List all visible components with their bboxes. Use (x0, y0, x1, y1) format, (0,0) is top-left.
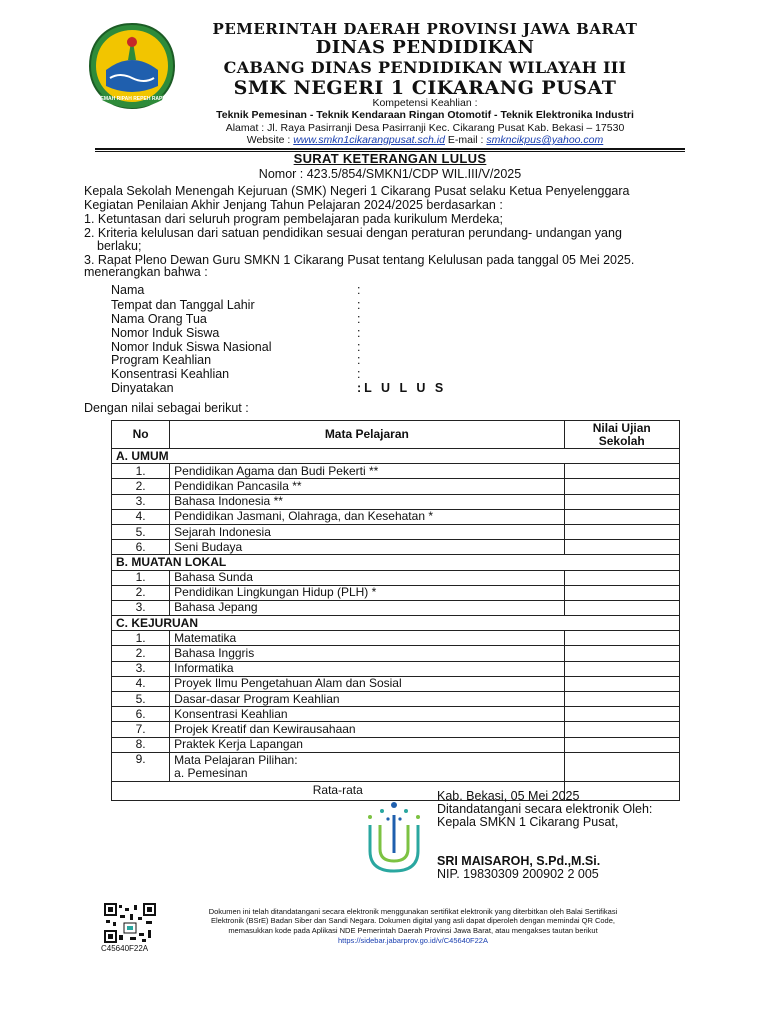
field-colon: : (357, 353, 361, 367)
row-no: 6. (112, 540, 170, 555)
row-no: 6. (112, 707, 170, 722)
table-row (112, 631, 680, 646)
row-subject: Praktek Kerja Lapangan (170, 737, 564, 752)
average-label: Rata-rata (112, 781, 565, 800)
table-row (112, 524, 680, 539)
row-no: 3. (112, 600, 170, 615)
table-row (112, 646, 680, 661)
table-row (112, 752, 680, 781)
table-row (112, 661, 680, 676)
logo-motto: GEMAH RIPAH REPEH RAPIH (96, 96, 168, 102)
field-colon: : (357, 340, 361, 354)
row-subject: Matematika (170, 631, 564, 646)
row-value (564, 631, 679, 646)
field-colon: : (357, 326, 361, 340)
row-value (564, 692, 679, 707)
row-value (564, 540, 679, 555)
row-no: 8. (112, 737, 170, 752)
row-no: 4. (112, 509, 170, 524)
row-value (564, 479, 679, 494)
table-row (112, 692, 680, 707)
field-label: Program Keahlian (111, 353, 212, 367)
basis-1: 1. Ketuntasan dari seluruh program pembelajaran pada kurikulum Merdeka; (84, 212, 503, 226)
header-branch: CABANG DINAS PENDIDIKAN WILAYAH III (223, 58, 627, 77)
row-value (564, 737, 679, 752)
table-row (112, 585, 680, 600)
table-row (112, 600, 680, 615)
field-colon: : (357, 312, 361, 326)
row-subject: Proyek Ilmu Pengetahuan Alam dan Sosial (170, 676, 564, 691)
row-no: 1. (112, 464, 170, 479)
section-title: C. KEJURUAN (112, 616, 680, 631)
header-divider (95, 148, 685, 150)
row-no: 4. (112, 676, 170, 691)
table-row (112, 540, 680, 555)
row-subject (170, 752, 564, 781)
average-value (564, 781, 679, 800)
row-subject-sub: a. Pemesinan (174, 765, 248, 780)
row-value (564, 676, 679, 691)
header-agency: DINAS PENDIDIKAN (315, 37, 535, 58)
intro-line-2: Kegiatan Penilaian Akhir Jenjang Tahun Pelajaran 2024/2025 berdasarkan : (84, 198, 503, 212)
field-colon: : (357, 283, 361, 297)
row-subject: Konsentrasi Keahlian (170, 707, 564, 722)
row-value (564, 585, 679, 600)
row-no: 1. (112, 570, 170, 585)
row-no: 9. (112, 752, 170, 781)
row-subject: Seni Budaya (170, 540, 564, 555)
competency-list: Teknik Pemesinan - Teknik Kendaraan Ringan Otomotif - Teknik Elektronika Industri (216, 109, 634, 121)
field-label: Dinyatakan (111, 381, 174, 395)
field-label: Nomor Induk Siswa (111, 326, 220, 340)
row-subject-main: Mata Pelajaran Pilihan: (174, 752, 298, 767)
field-label: Nama (111, 283, 145, 297)
row-subject: Pendidikan Pancasila ** (170, 479, 564, 494)
table-row (112, 737, 680, 752)
table-row (112, 509, 680, 524)
row-subject: Bahasa Indonesia ** (170, 494, 564, 509)
row-value (564, 570, 679, 585)
grades-intro: Dengan nilai sebagai berikut : (84, 401, 249, 415)
email-link[interactable]: smkncikpus@yahoo.com (486, 134, 604, 146)
sign-electronic: Ditandatangani secara elektronik Oleh: (437, 802, 653, 816)
table-row (112, 494, 680, 509)
school-address: Alamat : Jl. Raya Pasirranji Desa Pasirranji Kec. Cikarang Pusat Kab. Bekasi – 17530 (225, 122, 625, 134)
grades-table (111, 420, 680, 801)
header-school: SMK NEGERI 1 CIKARANG PUSAT (233, 77, 617, 99)
header-value-line1: Nilai Ujian (592, 420, 651, 435)
field-label: Konsentrasi Keahlian (111, 367, 230, 381)
header-subject: Mata Pelajaran (170, 421, 564, 449)
header-government: PEMERINTAH DAERAH PROVINSI JAWA BARAT (212, 20, 638, 38)
footer-link[interactable]: https://sidebar.jabarprov.go.id/v/C45640F22A (338, 936, 488, 945)
basis-3: 3. Rapat Pleno Dewan Guru SMKN 1 Cikarang Pusat tentang Kelulusan pada tanggal 05 Mei 2025. (84, 253, 635, 267)
qr-code-label: C45640F22A (101, 944, 149, 953)
row-value (564, 661, 679, 676)
website-link[interactable]: www.smkn1cikarangpusat.sch.id (293, 134, 445, 146)
row-no: 2. (112, 646, 170, 661)
basis-2-cont: berlaku; (97, 239, 142, 253)
website-label: Website : (246, 134, 291, 146)
header-value-line2: Sekolah (598, 433, 645, 448)
field-colon: : (357, 298, 361, 312)
table-row (112, 707, 680, 722)
row-value (564, 600, 679, 615)
row-no: 3. (112, 494, 170, 509)
row-subject: Pendidikan Agama dan Budi Pekerti ** (170, 464, 564, 479)
field-colon: : (357, 381, 365, 395)
contact-line (190, 134, 660, 146)
row-no: 2. (112, 479, 170, 494)
row-value (564, 752, 679, 781)
row-subject: Bahasa Sunda (170, 570, 564, 585)
field-label: Tempat dan Tanggal Lahir (111, 298, 255, 312)
row-value (564, 646, 679, 661)
row-value (564, 707, 679, 722)
signer-nip: NIP. 19830309 200902 2 005 (437, 867, 599, 881)
table-row (112, 676, 680, 691)
row-subject: Pendidikan Jasmani, Olahraga, dan Kesehatan * (170, 509, 564, 524)
row-no: 7. (112, 722, 170, 737)
table-header-row (112, 421, 680, 449)
intro-line-1: Kepala Sekolah Menengah Kejuruan (SMK) Negeri 1 Cikarang Pusat selaku Ketua Penyelenggara (84, 184, 630, 198)
sign-position: Kepala SMKN 1 Cikarang Pusat, (437, 815, 619, 829)
row-no: 3. (112, 661, 170, 676)
section-title: A. UMUM (112, 449, 680, 464)
row-no: 5. (112, 524, 170, 539)
row-value (564, 464, 679, 479)
letter-number: Nomor : 423.5/854/SMKN1/CDP WIL.III/V/2025 (258, 167, 522, 181)
section-row (112, 555, 680, 570)
footer-line-1: Dokumen ini telah ditandatangani secara elektronik menggunakan sertifikat elektronik yang diterbitkan oleh Balai Sertifikasi (208, 907, 618, 916)
sign-place-date: Kab. Bekasi, 05 Mei 2025 (437, 789, 580, 803)
table-row (112, 479, 680, 494)
result-value (357, 381, 446, 395)
row-value (564, 722, 679, 737)
email-label: E-mail : (447, 134, 484, 146)
section-row (112, 616, 680, 631)
footer-line-3: memasukkan kode pada Aplikasi NDE Pemerintah Daerah Provinsi Jawa Barat, atau mengakses tautan berikut (228, 926, 598, 935)
tte-logo (356, 795, 432, 881)
row-value (564, 494, 679, 509)
table-row (112, 722, 680, 737)
row-subject: Sejarah Indonesia (170, 524, 564, 539)
signer-name: SRI MAISAROH, S.Pd.,M.Si. (437, 854, 601, 868)
row-subject: Bahasa Jepang (170, 600, 564, 615)
field-label: Nomor Induk Siswa Nasional (111, 340, 272, 354)
row-no: 1. (112, 631, 170, 646)
menerangkan: menerangkan bahwa : (84, 265, 208, 279)
row-subject: Pendidikan Lingkungan Hidup (PLH) * (170, 585, 564, 600)
lulus-value: L U L U S (364, 381, 447, 395)
basis-2: 2. Kriteria kelulusan dari satuan pendidikan sesuai dengan peraturan perundang- undangan yang (84, 226, 622, 240)
row-subject: Dasar-dasar Program Keahlian (170, 692, 564, 707)
row-subject: Informatika (170, 661, 564, 676)
row-subject: Projek Kreatif dan Kewirausahaan (170, 722, 564, 737)
competency-label: Kompetensi Keahlian : (372, 97, 478, 109)
header-no: No (112, 421, 170, 449)
footer-line-2: Elektronik (BSrE) Badan Siber dan Sandi Negara. Dokumen digital yang asli dapat diperoleh dengan memindai QR Code, (211, 916, 615, 925)
qr-code-icon (104, 903, 156, 943)
table-row (112, 570, 680, 585)
row-value (564, 509, 679, 524)
field-colon: : (357, 367, 361, 381)
row-value (564, 524, 679, 539)
field-label: Nama Orang Tua (111, 312, 207, 326)
section-row (112, 449, 680, 464)
header-value (564, 421, 679, 449)
letter-title: SURAT KETERANGAN LULUS (293, 151, 487, 166)
row-subject: Bahasa Inggris (170, 646, 564, 661)
row-no: 5. (112, 692, 170, 707)
table-row (112, 464, 680, 479)
row-no: 2. (112, 585, 170, 600)
section-title: B. MUATAN LOKAL (112, 555, 680, 570)
